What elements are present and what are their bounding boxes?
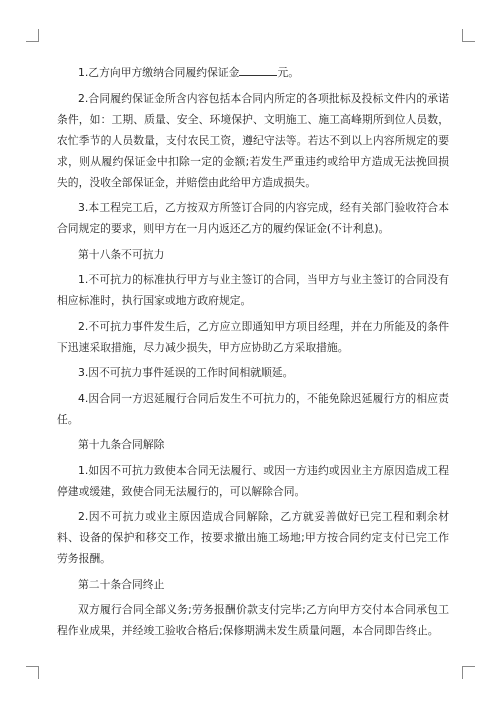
paragraph-termination-handover: 2.因不可抗力或业主原因造成合同解除，乙方就妥善做好已完工程和剩余材料、设备的保护和移交工作，按要求撤出施工场地;甲方按合同约定支付已完工作劳务报酬。 xyxy=(57,510,449,565)
crop-mark-top-right xyxy=(462,29,475,42)
amount-unit: 元。 xyxy=(277,66,300,79)
paragraph-termination-conditions: 1.如因不可抗力致使本合同无法履行、或因一方违约或因业主方原因造成工程停建或缓建，致使合同无法履行的，可以解除合同。 xyxy=(57,463,449,498)
paragraph-guarantee-scope: 2.合同履约保证金所含内容包括本合同内所定的各项批标及投标文件内的承诺条件，如：工期、质量、安全、环境保护、文明施工、施工高峰期所到位人员数，农忙季节的人员数量，支付农民工资，遵纪守法等。若达不到以上内容所规定的要求，则从履约保证金中扣除一定的金额;若发生严重违约或给甲方造成无法挽回损失的，没收全部保证金，并赔偿由此给甲方造成损失。 xyxy=(57,91,449,189)
paragraph-force-majeure-liability: 4.因合同一方迟延履行合同后发生不可抗力的，不能免除迟延履行方的相应责任。 xyxy=(57,391,449,426)
paragraph-text: 1.乙方向甲方缴纳合同履约保证金 xyxy=(78,66,240,79)
article-20-heading: 第二十条合同终止 xyxy=(78,577,165,591)
paragraph-guarantee-payment xyxy=(57,62,449,83)
crop-mark-bottom-left xyxy=(26,666,39,679)
paragraph-contract-end: 双方履行合同全部义务;劳务报酬价款支付完毕;乙方向甲方交付本合同承包工程作业成果，并经竣工验收合格后;保修期满未发生质量问题，本合同即告终止。 xyxy=(57,603,449,637)
paragraph-guarantee-return: 3.本工程完工后，乙方按双方所签订合同的内容完成，经有关部门验收符合本合同规定的要求，则甲方在一月内返还乙方的履约保证金(不计利息)。 xyxy=(57,201,449,235)
article-19-heading: 第十九条合同解除 xyxy=(78,438,165,451)
paragraph-force-majeure-delay: 3.因不可抗力事件延误的工作时间相就顺延。 xyxy=(78,366,294,379)
article-18-heading: 第十八条不可抗力 xyxy=(78,247,165,261)
paragraph-force-majeure-notice: 2.不可抗力事件发生后，乙方应立即通知甲方项目经理，并在力所能及的条件下迅速采取措施，尽力减少损失，甲方应协助乙方采取措施。 xyxy=(57,319,449,354)
amount-blank-line xyxy=(239,64,277,76)
paragraph-force-majeure-standard: 1.不可抗力的标准执行甲方与业主签订的合同，当甲方与业主签订的合同没有相应标准时，执行国家或地方政府规定。 xyxy=(57,273,449,307)
crop-mark-bottom-right xyxy=(462,666,475,679)
crop-mark-top-left xyxy=(26,29,39,42)
document-body xyxy=(57,62,449,646)
